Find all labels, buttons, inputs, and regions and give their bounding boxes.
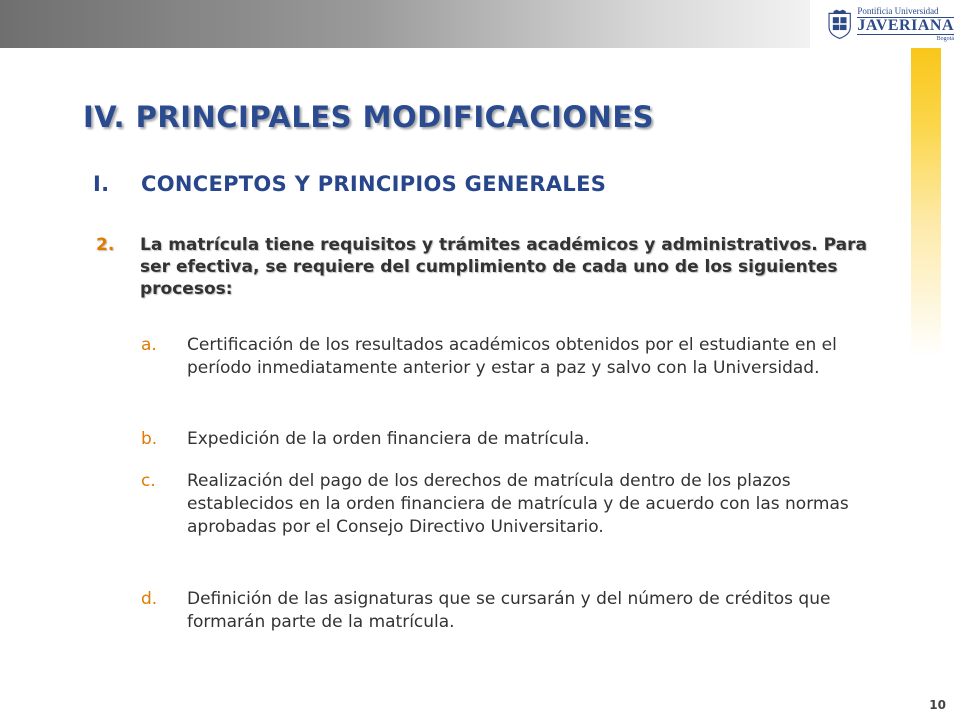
- section-heading: [93, 172, 606, 196]
- list-item-marker: b.: [141, 429, 158, 449]
- section-number: I.: [93, 172, 110, 196]
- section-heading-text: CONCEPTOS Y PRINCIPIOS GENERALES: [141, 172, 607, 196]
- accent-side-bar: [911, 48, 941, 358]
- list-item-d: [141, 588, 871, 634]
- page-title: IV. PRINCIPALES MODIFICACIONES: [83, 100, 655, 134]
- list-item-c: [141, 470, 871, 539]
- list-item-a: [141, 334, 871, 380]
- logo-line-1: Pontificia Universidad: [857, 5, 939, 16]
- lead-list-item: [96, 234, 876, 300]
- list-item-marker: a.: [141, 335, 157, 355]
- list-item-text: Expedición de la orden financiera de matrícula.: [187, 429, 590, 449]
- header-gradient-bar: [0, 0, 810, 48]
- lead-item-text: La matrícula tiene requisitos y trámites académicos y administrativos. Para ser efectiva, se requiere del cumplimiento de cada uno de los siguientes procesos:: [140, 235, 867, 299]
- page-number: 10: [929, 698, 946, 712]
- list-item-marker: d.: [141, 589, 158, 609]
- university-seal-icon: [826, 4, 853, 44]
- logo-line-3: Bogotá: [936, 35, 954, 42]
- lead-item-marker: 2.: [96, 235, 115, 255]
- list-item-text: Realización del pago de los derechos de matrícula dentro de los plazos establecidos en la orden financiera de matrícula y de acuerdo con las normas aprobadas por el Consejo Directivo Universitario.: [187, 471, 849, 537]
- logo-line-2: JAVERIANA: [857, 16, 954, 34]
- university-logo: [826, 3, 954, 45]
- list-item-text: Definición de las asignaturas que se cursarán y del número de créditos que formarán parte de la matrícula.: [187, 589, 831, 632]
- list-item-b: [141, 428, 871, 451]
- list-item-marker: c.: [141, 471, 156, 491]
- list-item-text: Certificación de los resultados académicos obtenidos por el estudiante en el período inmediatamente anterior y estar a paz y salvo con la Universidad.: [187, 335, 837, 378]
